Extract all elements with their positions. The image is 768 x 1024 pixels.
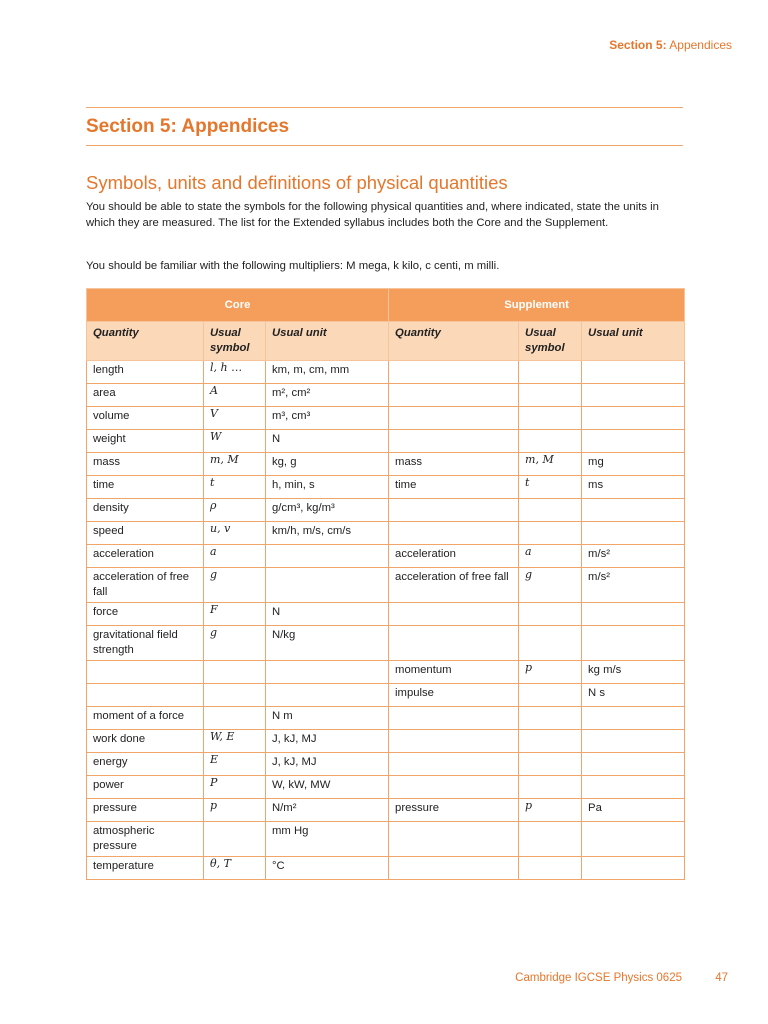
- cell-symbol: [519, 453, 582, 476]
- symbol-text: p: [525, 799, 533, 812]
- table-row: [87, 453, 685, 476]
- symbol-text: m, M: [525, 453, 554, 466]
- table-row: [87, 799, 685, 822]
- cell-quantity: power: [87, 776, 204, 799]
- cell-unit: km/h, m/s, cm/s: [266, 522, 389, 545]
- column-header-row: [87, 322, 685, 361]
- symbol-text: g: [525, 568, 533, 581]
- cell-unit: [582, 499, 685, 522]
- table-row: [87, 730, 685, 753]
- cell-quantity: [389, 407, 519, 430]
- intro-paragraph: You should be able to state the symbols for the following physical quantities and, where indicated, state the units in which they are measured. The list for the Extended syllabus includes both the Core and the Supplement.: [86, 201, 659, 229]
- table-row: [87, 753, 685, 776]
- cell-symbol: [204, 522, 266, 545]
- cell-unit: m³, cm³: [266, 407, 389, 430]
- cell-symbol: [519, 661, 582, 684]
- cell-symbol: [204, 384, 266, 407]
- cell-unit: W, kW, MW: [266, 776, 389, 799]
- cell-symbol: [204, 545, 266, 568]
- symbol-text: W: [210, 430, 222, 443]
- cell-quantity: [389, 626, 519, 661]
- cell-symbol: [519, 753, 582, 776]
- column-header: Usual symbol: [519, 322, 582, 361]
- cell-symbol: [204, 568, 266, 603]
- cell-quantity: acceleration of free fall: [87, 568, 204, 603]
- symbol-text: t: [525, 476, 530, 489]
- title-top-rule: [86, 107, 683, 108]
- cell-unit: g/cm³, kg/m³: [266, 499, 389, 522]
- cell-unit: [582, 522, 685, 545]
- cell-unit: N/m²: [266, 799, 389, 822]
- table-row: [87, 545, 685, 568]
- symbol-text: u, v: [210, 522, 231, 535]
- cell-quantity: speed: [87, 522, 204, 545]
- cell-symbol: [204, 730, 266, 753]
- cell-unit: [582, 857, 685, 880]
- cell-symbol: [519, 857, 582, 880]
- table-row: [87, 661, 685, 684]
- cell-quantity: momentum: [389, 661, 519, 684]
- table-row: [87, 603, 685, 626]
- symbol-text: a: [210, 545, 217, 558]
- cell-quantity: pressure: [87, 799, 204, 822]
- cell-unit: [582, 384, 685, 407]
- cell-symbol: [519, 499, 582, 522]
- cell-unit: [266, 545, 389, 568]
- cell-symbol: [204, 684, 266, 707]
- cell-quantity: [389, 822, 519, 857]
- column-header: Quantity: [389, 322, 519, 361]
- symbol-text: g: [210, 626, 218, 639]
- cell-quantity: work done: [87, 730, 204, 753]
- cell-symbol: [519, 799, 582, 822]
- symbol-text: p: [525, 661, 533, 674]
- running-header-section-name: Appendices: [669, 38, 732, 52]
- table-row: [87, 499, 685, 522]
- cell-symbol: [204, 799, 266, 822]
- cell-quantity: density: [87, 499, 204, 522]
- cell-unit: [582, 822, 685, 857]
- cell-unit: Pa: [582, 799, 685, 822]
- cell-unit: N m: [266, 707, 389, 730]
- symbol-text: l, h …: [210, 361, 243, 374]
- cell-unit: N/kg: [266, 626, 389, 661]
- cell-symbol: [204, 476, 266, 499]
- cell-unit: h, min, s: [266, 476, 389, 499]
- cell-quantity: volume: [87, 407, 204, 430]
- cell-quantity: [389, 707, 519, 730]
- cell-unit: [266, 661, 389, 684]
- cell-symbol: [519, 730, 582, 753]
- cell-unit: [266, 568, 389, 603]
- symbol-text: W, E: [210, 730, 235, 743]
- cell-quantity: [389, 857, 519, 880]
- table-row: [87, 776, 685, 799]
- symbol-text: E: [210, 753, 219, 766]
- cell-symbol: [204, 603, 266, 626]
- cell-unit: N s: [582, 684, 685, 707]
- cell-quantity: [389, 603, 519, 626]
- cell-symbol: [519, 361, 582, 384]
- cell-symbol: [204, 453, 266, 476]
- cell-unit: m/s²: [582, 568, 685, 603]
- cell-symbol: [204, 822, 266, 857]
- cell-quantity: time: [87, 476, 204, 499]
- table-row: [87, 684, 685, 707]
- table-row: [87, 707, 685, 730]
- cell-symbol: [519, 407, 582, 430]
- table-row: [87, 430, 685, 453]
- cell-quantity: weight: [87, 430, 204, 453]
- symbol-text: P: [210, 776, 218, 789]
- cell-unit: km, m, cm, mm: [266, 361, 389, 384]
- table-row: [87, 407, 685, 430]
- cell-symbol: [519, 545, 582, 568]
- cell-unit: ms: [582, 476, 685, 499]
- cell-symbol: [204, 776, 266, 799]
- cell-quantity: [389, 430, 519, 453]
- cell-quantity: [87, 661, 204, 684]
- cell-symbol: [204, 753, 266, 776]
- cell-unit: mm Hg: [266, 822, 389, 857]
- cell-quantity: moment of a force: [87, 707, 204, 730]
- cell-quantity: mass: [87, 453, 204, 476]
- cell-unit: [582, 707, 685, 730]
- cell-symbol: [519, 776, 582, 799]
- cell-quantity: acceleration of free fall: [389, 568, 519, 603]
- cell-symbol: [519, 822, 582, 857]
- cell-symbol: [204, 857, 266, 880]
- cell-symbol: [204, 430, 266, 453]
- cell-unit: [582, 603, 685, 626]
- cell-symbol: [519, 476, 582, 499]
- symbol-text: t: [210, 476, 215, 489]
- page-number: 47: [715, 972, 728, 984]
- symbol-text: g: [210, 568, 218, 581]
- column-header: Quantity: [87, 322, 204, 361]
- symbol-text: θ, T: [210, 857, 231, 870]
- cell-unit: [582, 626, 685, 661]
- symbol-text: ρ: [210, 499, 217, 512]
- cell-unit: °C: [266, 857, 389, 880]
- cell-quantity: force: [87, 603, 204, 626]
- cell-symbol: [204, 361, 266, 384]
- cell-quantity: [87, 684, 204, 707]
- cell-quantity: impulse: [389, 684, 519, 707]
- cell-unit: mg: [582, 453, 685, 476]
- cell-quantity: pressure: [389, 799, 519, 822]
- running-header-section-label: Section 5:: [609, 38, 667, 52]
- table-row: [87, 361, 685, 384]
- cell-symbol: [204, 707, 266, 730]
- table-row: [87, 626, 685, 661]
- subsection-title: Symbols, units and definitions of physical quantities: [86, 172, 508, 193]
- cell-unit: N: [266, 430, 389, 453]
- cell-symbol: [519, 707, 582, 730]
- cell-quantity: length: [87, 361, 204, 384]
- cell-symbol: [519, 384, 582, 407]
- cell-quantity: [389, 753, 519, 776]
- cell-quantity: energy: [87, 753, 204, 776]
- symbol-text: F: [210, 603, 218, 616]
- cell-quantity: [389, 730, 519, 753]
- table-row: [87, 568, 685, 603]
- cell-unit: m/s²: [582, 545, 685, 568]
- cell-symbol: [519, 603, 582, 626]
- cell-quantity: [389, 776, 519, 799]
- table-row: [87, 384, 685, 407]
- symbol-text: m, M: [210, 453, 239, 466]
- cell-quantity: time: [389, 476, 519, 499]
- cell-symbol: [204, 626, 266, 661]
- symbol-text: A: [210, 384, 218, 397]
- cell-quantity: acceleration: [389, 545, 519, 568]
- cell-unit: J, kJ, MJ: [266, 730, 389, 753]
- cell-symbol: [204, 661, 266, 684]
- cell-unit: [582, 430, 685, 453]
- cell-unit: [582, 730, 685, 753]
- cell-symbol: [519, 626, 582, 661]
- footer-book-title: Cambridge IGCSE Physics 0625: [515, 972, 682, 984]
- cell-unit: J, kJ, MJ: [266, 753, 389, 776]
- cell-unit: kg m/s: [582, 661, 685, 684]
- cell-quantity: [389, 361, 519, 384]
- core-group-header: Core: [87, 289, 389, 322]
- table-row: [87, 522, 685, 545]
- section-title: Section 5: Appendices: [86, 116, 290, 137]
- cell-symbol: [519, 568, 582, 603]
- cell-unit: N: [266, 603, 389, 626]
- cell-symbol: [519, 684, 582, 707]
- cell-symbol: [204, 407, 266, 430]
- cell-quantity: acceleration: [87, 545, 204, 568]
- cell-unit: kg, g: [266, 453, 389, 476]
- table-row: [87, 476, 685, 499]
- symbol-text: p: [210, 799, 218, 812]
- cell-unit: [582, 407, 685, 430]
- cell-symbol: [204, 499, 266, 522]
- cell-unit: [582, 776, 685, 799]
- cell-quantity: atmospheric pressure: [87, 822, 204, 857]
- cell-unit: m², cm²: [266, 384, 389, 407]
- group-header-row: [87, 289, 685, 322]
- column-header: Usual unit: [266, 322, 389, 361]
- cell-quantity: mass: [389, 453, 519, 476]
- title-bottom-rule: [86, 145, 683, 146]
- symbol-text: a: [525, 545, 532, 558]
- cell-quantity: [389, 499, 519, 522]
- multipliers-paragraph: You should be familiar with the following multipliers: M mega, k kilo, c centi, m milli.: [86, 260, 500, 272]
- cell-symbol: [519, 430, 582, 453]
- table-row: [87, 822, 685, 857]
- table-row: [87, 857, 685, 880]
- column-header: Usual unit: [582, 322, 685, 361]
- running-header: [609, 38, 732, 52]
- cell-unit: [582, 361, 685, 384]
- cell-quantity: [389, 384, 519, 407]
- quantities-table: [86, 288, 685, 880]
- cell-unit: [266, 684, 389, 707]
- supplement-group-header: Supplement: [389, 289, 685, 322]
- table-body: [87, 361, 685, 880]
- symbol-text: V: [210, 407, 218, 420]
- cell-unit: [582, 753, 685, 776]
- cell-quantity: area: [87, 384, 204, 407]
- cell-symbol: [519, 522, 582, 545]
- cell-quantity: temperature: [87, 857, 204, 880]
- cell-quantity: gravitational field strength: [87, 626, 204, 661]
- column-header: Usual symbol: [204, 322, 266, 361]
- cell-quantity: [389, 522, 519, 545]
